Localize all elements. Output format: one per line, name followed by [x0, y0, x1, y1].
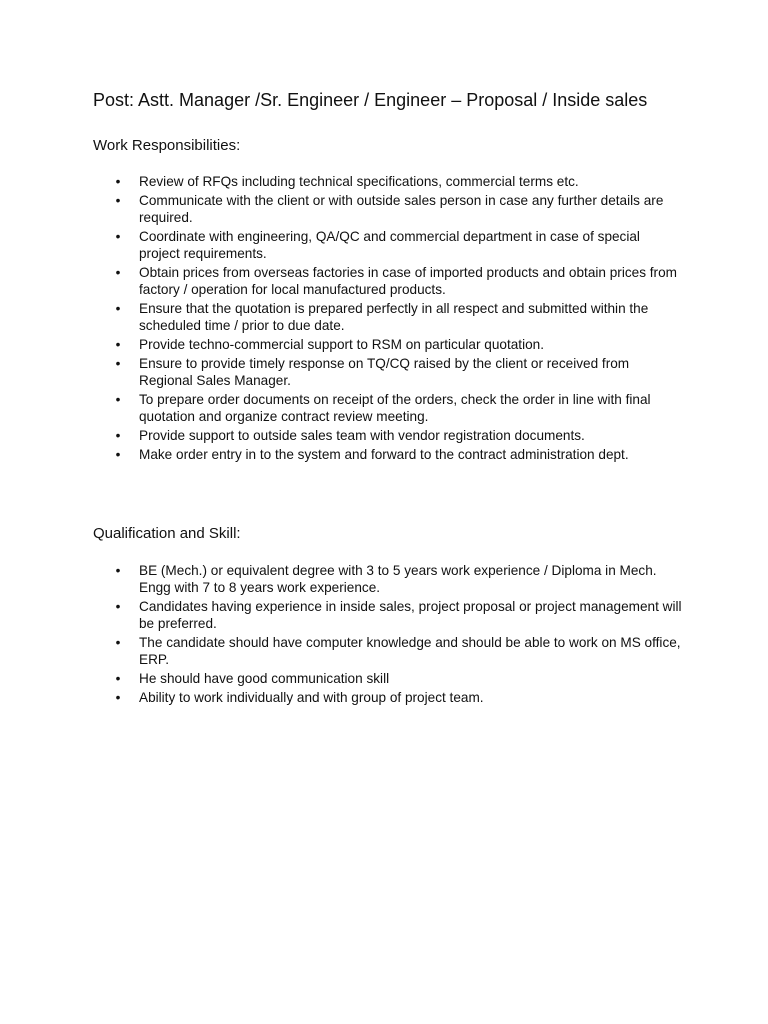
- list-item: [113, 336, 683, 353]
- list-item-text: Ensure to provide timely response on TQ/CQ raised by the client or received from Regional Sales Manager.: [139, 356, 630, 388]
- bullet-icon: •: [115, 265, 121, 280]
- list-item: [113, 192, 683, 226]
- list-item-text: To prepare order documents on receipt of the orders, check the order in line with final quotation and organize contract review meeting.: [139, 392, 651, 424]
- list-item-text: Ensure that the quotation is prepared perfectly in all respect and submitted within the scheduled time / prior to due date.: [139, 301, 649, 333]
- bullet-icon: •: [115, 599, 121, 614]
- bullet-icon: •: [115, 428, 121, 443]
- list-item-text: Provide support to outside sales team with vendor registration documents.: [139, 428, 585, 443]
- list-item-text: The candidate should have computer knowledge and should be able to work on MS office, ERP.: [139, 635, 681, 667]
- bullet-icon: •: [115, 563, 121, 578]
- bullet-icon: •: [115, 356, 121, 371]
- bullet-icon: •: [115, 635, 121, 650]
- qualification-skill-heading: Qualification and Skill:: [93, 525, 241, 542]
- list-item: [113, 355, 683, 389]
- list-item: [113, 264, 683, 298]
- list-item-text: Review of RFQs including technical specifications, commercial terms etc.: [139, 174, 579, 189]
- bullet-icon: •: [115, 337, 121, 352]
- list-item-text: BE (Mech.) or equivalent degree with 3 to 5 years work experience / Diploma in Mech. Engg with 7 to 8 years work experience.: [139, 563, 657, 595]
- list-item: [113, 228, 683, 262]
- bullet-icon: •: [115, 671, 121, 686]
- bullet-icon: •: [115, 392, 121, 407]
- list-item-text: Provide techno-commercial support to RSM on particular quotation.: [139, 337, 544, 352]
- list-item: [113, 391, 683, 425]
- bullet-icon: •: [115, 447, 121, 462]
- work-responsibilities-list: [113, 173, 683, 465]
- bullet-icon: •: [115, 193, 121, 208]
- list-item: [113, 300, 683, 334]
- list-item-text: Communicate with the client or with outside sales person in case any further details are required.: [139, 193, 664, 225]
- list-item: [113, 689, 683, 706]
- list-item: [113, 598, 683, 632]
- list-item-text: Obtain prices from overseas factories in case of imported products and obtain prices from factory / operation for local manufactured products.: [139, 265, 677, 297]
- work-responsibilities-heading: Work Responsibilities:: [93, 137, 241, 154]
- list-item: [113, 173, 683, 190]
- list-item-text: Coordinate with engineering, QA/QC and commercial department in case of special project requirements.: [139, 229, 640, 261]
- list-item: [113, 446, 683, 463]
- list-item: [113, 634, 683, 668]
- bullet-icon: •: [115, 690, 121, 705]
- qualification-skill-list: [113, 562, 683, 708]
- list-item: [113, 562, 683, 596]
- list-item-text: Make order entry in to the system and forward to the contract administration dept.: [139, 447, 629, 462]
- list-item-text: Candidates having experience in inside sales, project proposal or project management will be preferred.: [139, 599, 682, 631]
- list-item-text: Ability to work individually and with group of project team.: [139, 690, 484, 705]
- bullet-icon: •: [115, 174, 121, 189]
- page-title: Post: Astt. Manager /Sr. Engineer / Engineer – Proposal / Inside sales: [93, 90, 648, 110]
- bullet-icon: •: [115, 301, 121, 316]
- list-item-text: He should have good communication skill: [139, 671, 390, 686]
- bullet-icon: •: [115, 229, 121, 244]
- list-item: [113, 427, 683, 444]
- list-item: [113, 670, 683, 687]
